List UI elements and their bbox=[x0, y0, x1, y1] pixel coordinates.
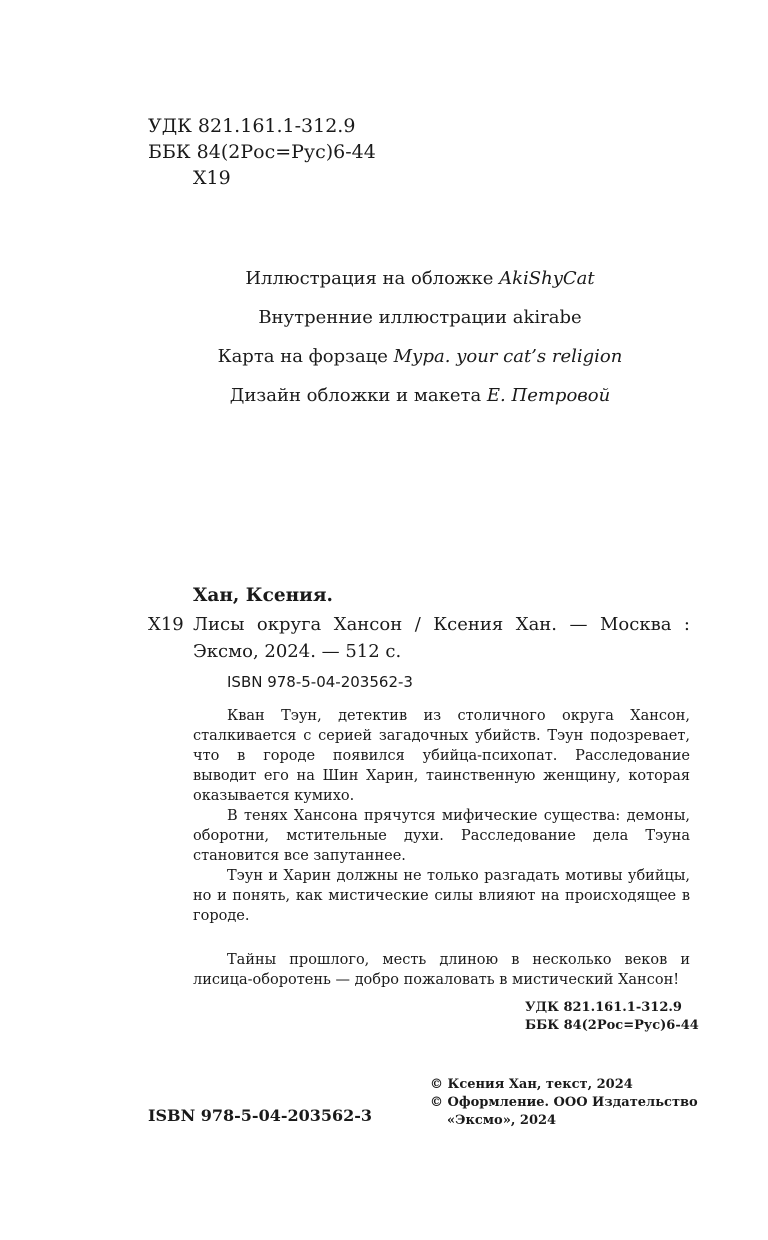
bib-title-line2: Эксмо, 2024. — 512 с. bbox=[193, 641, 402, 662]
isbn-bottom: ISBN 978-5-04-203562-3 bbox=[148, 1106, 373, 1125]
credit-endpaper-map: Карта на форзаце Мура. your cat’s religion bbox=[217, 346, 623, 367]
slogan-text: Тайны прошлого, месть длиною в несколько веков и лисица-оборотень — добро пожаловать в мистический Хансон! bbox=[193, 952, 690, 988]
annotation bbox=[193, 706, 690, 926]
copyright-block bbox=[430, 1076, 698, 1130]
udk-code: УДК 821.161.1-312.9 bbox=[148, 115, 356, 137]
copyright-design: © Оформление. ООО Издательство bbox=[430, 1095, 698, 1110]
annotation-paragraph: В тенях Хансона прячутся мифические существа: демоны, оборотни, мстительные духи. Расследование дела Тэуна становится все запутаннее. bbox=[193, 808, 690, 864]
bib-code: Х19 bbox=[148, 614, 184, 635]
bib-isbn: ISBN 978-5-04-203562-3 bbox=[227, 673, 413, 691]
bib-title-line1: Лисы округа Хансон / Ксения Хан. — Москва : bbox=[193, 614, 690, 635]
credit-design: Дизайн обложки и макета Е. Петровой bbox=[229, 385, 611, 406]
classification-codes bbox=[148, 113, 376, 191]
credit-inner-illustrations: Внутренние иллюстрации akirabe bbox=[258, 307, 582, 328]
small-bbk-code: ББК 84(2Рос=Рус)6-44 bbox=[525, 1018, 699, 1033]
copyright-text: © Ксения Хан, текст, 2024 bbox=[430, 1077, 633, 1092]
slogan bbox=[193, 950, 690, 990]
small-classification-codes bbox=[525, 999, 699, 1035]
small-udk-code: УДК 821.161.1-312.9 bbox=[525, 1000, 682, 1015]
annotation-paragraph: Тэун и Харин должны не только разгадать мотивы убийцы, но и понять, как мистические силы влияют на происходящее в городе. bbox=[193, 868, 690, 924]
author-mark: Х19 bbox=[193, 167, 231, 189]
credits-block bbox=[150, 265, 690, 421]
bbk-code: ББК 84(2Рос=Рус)6-44 bbox=[148, 141, 376, 163]
credit-cover-illustration: Иллюстрация на обложке AkiShyCat bbox=[245, 268, 595, 289]
bib-author: Хан, Ксения. bbox=[193, 585, 333, 606]
copyright-publisher: «Эксмо», 2024 bbox=[447, 1113, 557, 1128]
annotation-paragraph: Кван Тэун, детектив из столичного округа Хансон, сталкивается с серией загадочных убийств. Тэун подозревает, что в городе появился убийца-психопат. Расследование выводит его на Шин Харин, таинственную женщину, которая оказывается кумихо. bbox=[193, 708, 690, 804]
